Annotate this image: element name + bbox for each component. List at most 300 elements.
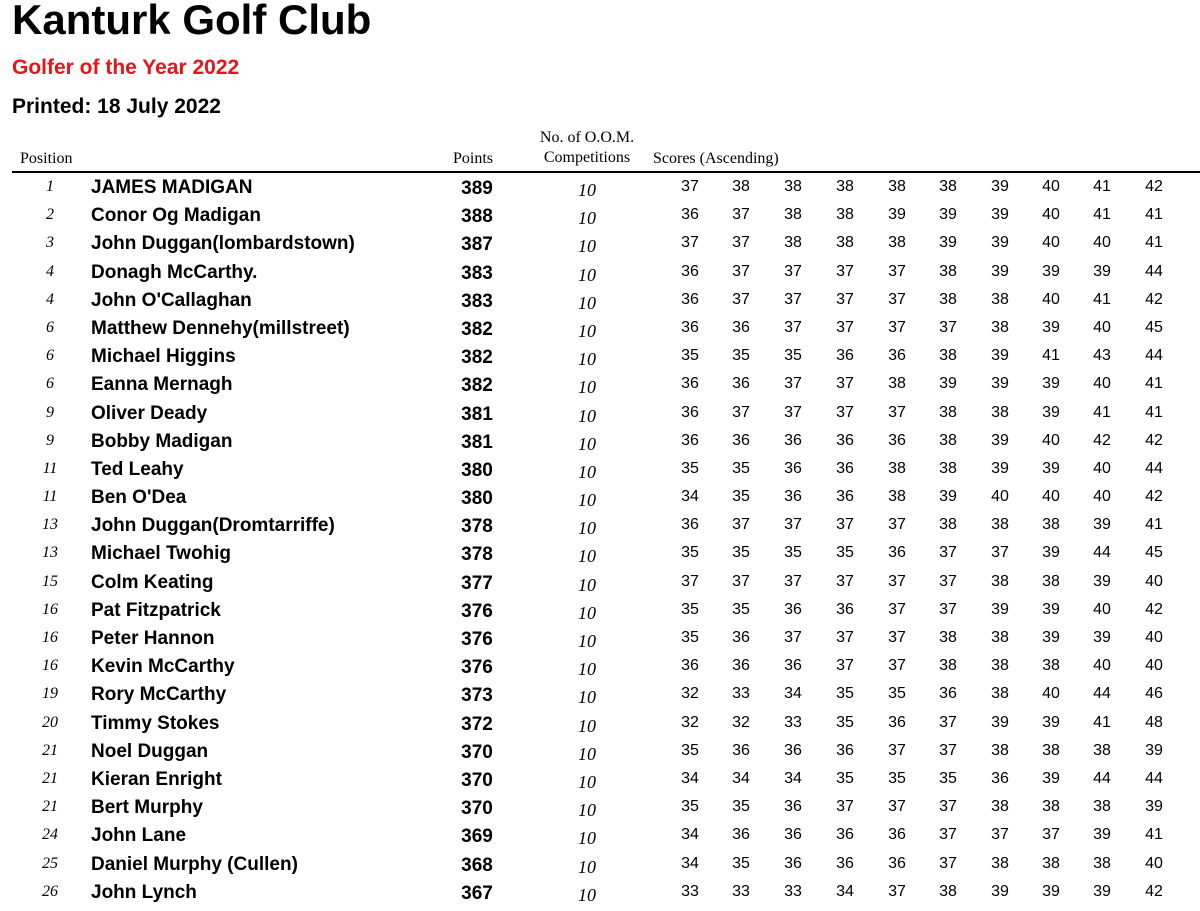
row-score: 37 [836, 290, 854, 308]
row-score: 37 [888, 629, 906, 646]
row-score: 34 [784, 685, 802, 703]
row-score: 35 [732, 544, 750, 562]
row-position: 6 [46, 375, 54, 393]
row-score: 37 [991, 826, 1009, 844]
row-score: 33 [681, 882, 699, 900]
row-score: 39 [939, 488, 957, 506]
row-score: 37 [784, 629, 802, 646]
row-score: 40 [1042, 431, 1060, 449]
row-score: 35 [681, 544, 699, 562]
row-score: 37 [888, 290, 906, 308]
row-points: 368 [461, 854, 493, 876]
row-score: 40 [1145, 854, 1163, 872]
row-score: 40 [1042, 685, 1060, 703]
row-player-name: JAMES MADIGAN [91, 177, 253, 198]
table-row [0, 540, 1200, 568]
row-competitions: 10 [578, 631, 596, 651]
row-score: 35 [836, 685, 854, 703]
row-score: 39 [1042, 403, 1060, 421]
row-score: 45 [1145, 544, 1163, 562]
row-score: 35 [784, 544, 802, 562]
row-score: 37 [732, 290, 750, 308]
row-score: 40 [1093, 318, 1111, 336]
row-position: 13 [42, 516, 58, 534]
row-score: 40 [1042, 178, 1060, 195]
row-position: 21 [42, 769, 58, 787]
row-score: 36 [784, 854, 802, 872]
row-points: 381 [461, 431, 493, 453]
row-score: 36 [732, 431, 750, 449]
row-score: 37 [836, 572, 854, 590]
row-score: 37 [836, 657, 854, 675]
row-score: 39 [1042, 769, 1060, 787]
row-score: 38 [939, 290, 957, 308]
row-score: 35 [681, 741, 699, 759]
row-player-name: Pat Fitzpatrick [91, 599, 221, 621]
row-score: 40 [1042, 234, 1060, 252]
row-score: 40 [991, 488, 1009, 506]
row-score: 37 [836, 516, 854, 534]
row-score: 42 [1145, 290, 1163, 308]
row-competitions: 10 [578, 405, 596, 426]
table-row [0, 710, 1200, 738]
row-points: 376 [461, 600, 493, 622]
row-player-name: Michael Higgins [91, 346, 236, 368]
row-position: 1 [46, 178, 54, 195]
row-competitions: 10 [578, 433, 596, 454]
row-score: 38 [991, 629, 1009, 646]
row-score: 42 [1145, 431, 1163, 449]
table-row [0, 738, 1200, 766]
row-score: 37 [888, 798, 906, 816]
row-score: 37 [681, 178, 699, 195]
row-position: 4 [46, 290, 54, 308]
row-score: 39 [991, 431, 1009, 449]
row-score: 36 [784, 431, 802, 449]
table-row [0, 259, 1200, 287]
row-score: 39 [939, 206, 957, 224]
row-score: 39 [1042, 318, 1060, 336]
table-row [0, 569, 1200, 597]
row-score: 34 [836, 882, 854, 900]
row-score: 37 [888, 600, 906, 618]
row-score: 40 [1093, 657, 1111, 675]
table-row [0, 879, 1200, 907]
table-row [0, 343, 1200, 371]
row-score: 37 [784, 318, 802, 336]
row-points: 380 [461, 459, 493, 481]
row-player-name: Kieran Enright [91, 768, 222, 790]
row-score: 37 [784, 262, 802, 280]
row-score: 42 [1145, 882, 1163, 900]
row-score: 35 [681, 600, 699, 618]
row-score: 35 [732, 600, 750, 618]
row-competitions: 10 [578, 884, 596, 905]
row-competitions: 10 [578, 349, 596, 370]
row-score: 38 [836, 178, 854, 195]
row-score: 39 [991, 234, 1009, 252]
table-row [0, 512, 1200, 540]
row-score: 41 [1145, 403, 1163, 421]
row-player-name: John Lane [91, 825, 187, 847]
row-score: 37 [939, 318, 957, 336]
row-score: 39 [991, 178, 1009, 195]
row-score: 36 [888, 713, 906, 731]
row-score: 36 [836, 741, 854, 759]
row-score: 39 [1093, 262, 1111, 280]
row-score: 41 [1145, 375, 1163, 393]
row-competitions: 10 [578, 236, 596, 257]
row-score: 35 [888, 769, 906, 787]
printed-date: Printed: 18 July 2022 [12, 95, 221, 118]
row-score: 41 [1145, 826, 1163, 844]
row-score: 37 [681, 234, 699, 252]
row-score: 36 [681, 657, 699, 675]
row-player-name: Daniel Murphy (Cullen) [91, 853, 298, 875]
row-score: 38 [784, 206, 802, 224]
row-position: 25 [42, 854, 58, 872]
row-points: 383 [461, 290, 493, 312]
row-score: 39 [1093, 572, 1111, 590]
table-row [0, 400, 1200, 428]
row-score: 38 [1093, 741, 1111, 759]
row-position: 16 [42, 629, 58, 646]
row-score: 36 [836, 431, 854, 449]
row-points: 367 [461, 882, 493, 904]
row-player-name: John Duggan(Dromtarriffe) [91, 515, 335, 537]
row-score: 37 [836, 318, 854, 336]
row-score: 36 [681, 290, 699, 308]
row-score: 36 [836, 459, 854, 477]
row-score: 32 [681, 713, 699, 731]
row-score: 32 [732, 713, 750, 731]
row-score: 38 [991, 657, 1009, 675]
row-competitions: 10 [578, 828, 596, 849]
results-table [0, 174, 1200, 907]
row-score: 32 [681, 685, 699, 703]
row-score: 33 [784, 882, 802, 900]
column-header-competitions [530, 128, 644, 168]
row-score: 38 [888, 459, 906, 477]
row-score: 39 [1093, 826, 1111, 844]
row-player-name: Ben O'Dea [91, 487, 187, 509]
row-score: 38 [939, 178, 957, 195]
row-score: 35 [732, 459, 750, 477]
row-score: 36 [888, 347, 906, 365]
table-row [0, 822, 1200, 850]
row-player-name: Donagh McCarthy. [91, 261, 258, 283]
row-score: 36 [836, 488, 854, 506]
row-points: 389 [461, 178, 493, 199]
row-score: 36 [888, 826, 906, 844]
row-score: 33 [732, 882, 750, 900]
column-header-competitions-line1: No. of O.O.M. [539, 129, 635, 146]
row-score: 35 [732, 488, 750, 506]
row-score: 38 [939, 431, 957, 449]
row-player-name: Rory McCarthy [91, 684, 227, 706]
row-score: 33 [732, 685, 750, 703]
row-score: 41 [1093, 290, 1111, 308]
row-score: 37 [681, 572, 699, 590]
row-score: 36 [681, 375, 699, 393]
table-row [0, 794, 1200, 822]
row-position: 26 [42, 882, 58, 900]
row-score: 37 [836, 798, 854, 816]
table-row [0, 625, 1200, 653]
row-score: 36 [681, 403, 699, 421]
table-row [0, 851, 1200, 879]
column-header-competitions-line2: Competitions [543, 149, 631, 166]
row-competitions: 10 [578, 490, 596, 511]
row-score: 42 [1145, 600, 1163, 618]
row-score: 40 [1042, 206, 1060, 224]
row-position: 9 [46, 431, 54, 449]
row-points: 383 [461, 262, 493, 284]
row-score: 35 [888, 685, 906, 703]
row-player-name: Kevin McCarthy [91, 656, 235, 678]
row-score: 44 [1145, 347, 1163, 365]
row-score: 37 [939, 798, 957, 816]
row-player-name: Oliver Deady [91, 402, 208, 424]
row-score: 35 [939, 769, 957, 787]
row-score: 39 [939, 375, 957, 393]
row-position: 2 [46, 206, 54, 224]
row-player-name: Matthew Dennehy(millstreet) [91, 317, 350, 339]
row-player-name: Bobby Madigan [91, 430, 233, 452]
row-score: 39 [991, 375, 1009, 393]
row-score: 38 [1042, 657, 1060, 675]
row-score: 38 [991, 403, 1009, 421]
row-score: 42 [1093, 431, 1111, 449]
row-score: 38 [939, 516, 957, 534]
row-score: 48 [1145, 713, 1163, 731]
row-score: 37 [732, 572, 750, 590]
row-points: 381 [461, 403, 493, 425]
table-row [0, 681, 1200, 709]
row-score: 43 [1093, 347, 1111, 365]
row-points: 382 [461, 318, 493, 340]
row-score: 37 [888, 882, 906, 900]
row-score: 44 [1145, 262, 1163, 280]
row-score: 37 [939, 713, 957, 731]
row-score: 36 [732, 629, 750, 646]
row-score: 44 [1093, 685, 1111, 703]
row-score: 33 [784, 713, 802, 731]
row-score: 35 [836, 713, 854, 731]
row-score: 42 [1145, 178, 1163, 195]
row-score: 39 [1093, 629, 1111, 646]
row-score: 36 [836, 347, 854, 365]
row-position: 11 [42, 488, 58, 506]
row-score: 38 [939, 347, 957, 365]
row-score: 36 [836, 826, 854, 844]
row-score: 38 [1093, 854, 1111, 872]
row-competitions: 10 [578, 180, 596, 200]
row-score: 41 [1145, 516, 1163, 534]
row-score: 37 [784, 290, 802, 308]
row-score: 37 [939, 572, 957, 590]
row-score: 44 [1145, 459, 1163, 477]
row-score: 37 [784, 516, 802, 534]
row-position: 21 [42, 798, 58, 816]
row-position: 24 [42, 826, 58, 844]
row-score: 42 [1145, 488, 1163, 506]
row-position: 20 [42, 713, 58, 731]
row-score: 36 [836, 854, 854, 872]
table-row [0, 371, 1200, 399]
row-score: 40 [1093, 375, 1111, 393]
row-player-name: Peter Hannon [91, 628, 215, 649]
row-competitions: 10 [578, 292, 596, 313]
report-subtitle: Golfer of the Year 2022 [12, 56, 240, 79]
row-score: 38 [991, 516, 1009, 534]
row-points: 382 [461, 375, 493, 397]
column-header-points: Points [453, 150, 494, 167]
row-score: 41 [1042, 347, 1060, 365]
row-score: 39 [1042, 713, 1060, 731]
row-score: 40 [1145, 629, 1163, 646]
row-player-name: Timmy Stokes [91, 712, 220, 734]
row-position: 21 [42, 741, 58, 759]
row-score: 36 [888, 854, 906, 872]
row-score: 36 [991, 769, 1009, 787]
row-player-name: John Lynch [91, 881, 197, 903]
row-score: 37 [939, 544, 957, 562]
row-score: 38 [991, 798, 1009, 816]
row-score: 34 [681, 769, 699, 787]
row-score: 37 [836, 262, 854, 280]
row-score: 35 [784, 347, 802, 365]
row-score: 41 [1093, 206, 1111, 224]
row-score: 39 [991, 347, 1009, 365]
row-points: 370 [461, 769, 493, 791]
row-player-name: Colm Keating [91, 571, 214, 593]
row-score: 34 [784, 769, 802, 787]
row-position: 16 [42, 657, 58, 675]
row-score: 36 [681, 262, 699, 280]
row-score: 36 [732, 657, 750, 675]
row-competitions: 10 [578, 856, 596, 877]
row-score: 39 [1042, 629, 1060, 646]
row-score: 38 [836, 234, 854, 252]
row-score: 37 [939, 741, 957, 759]
table-row [0, 766, 1200, 794]
row-score: 39 [939, 234, 957, 252]
row-competitions: 10 [578, 518, 596, 539]
row-points: 382 [461, 347, 493, 369]
header-divider [12, 171, 1200, 173]
row-points: 378 [461, 544, 493, 566]
row-points: 376 [461, 629, 493, 650]
row-score: 37 [732, 206, 750, 224]
row-score: 40 [1145, 657, 1163, 675]
row-score: 38 [1042, 854, 1060, 872]
row-position: 13 [42, 544, 58, 562]
row-score: 34 [732, 769, 750, 787]
row-points: 376 [461, 657, 493, 679]
row-score: 38 [939, 657, 957, 675]
row-score: 41 [1093, 178, 1111, 195]
row-score: 36 [681, 318, 699, 336]
row-score: 35 [732, 854, 750, 872]
row-position: 15 [42, 572, 58, 590]
row-score: 40 [1093, 600, 1111, 618]
row-score: 40 [1042, 290, 1060, 308]
row-player-name: Eanna Mernagh [91, 374, 233, 396]
row-score: 36 [681, 206, 699, 224]
row-score: 39 [1042, 544, 1060, 562]
row-position: 16 [42, 600, 58, 618]
row-score: 39 [991, 882, 1009, 900]
row-score: 39 [1093, 516, 1111, 534]
row-position: 19 [42, 685, 58, 703]
row-player-name: Conor Og Madigan [91, 205, 261, 227]
row-score: 37 [991, 544, 1009, 562]
row-competitions: 10 [578, 800, 596, 821]
row-position: 11 [42, 459, 58, 477]
row-score: 38 [888, 488, 906, 506]
row-score: 36 [888, 544, 906, 562]
row-player-name: John O'Callaghan [91, 289, 252, 311]
row-score: 39 [1042, 459, 1060, 477]
row-position: 6 [46, 318, 54, 336]
row-player-name: Michael Twohig [91, 543, 232, 565]
row-score: 37 [1042, 826, 1060, 844]
row-score: 36 [939, 685, 957, 703]
row-score: 35 [836, 769, 854, 787]
row-score: 35 [681, 459, 699, 477]
row-score: 39 [991, 713, 1009, 731]
row-points: 387 [461, 234, 493, 256]
row-score: 35 [732, 347, 750, 365]
column-header-scores: Scores (Ascending) [653, 150, 779, 167]
row-score: 38 [939, 629, 957, 646]
row-score: 39 [888, 206, 906, 224]
row-score: 44 [1093, 769, 1111, 787]
row-score: 37 [888, 572, 906, 590]
row-score: 36 [784, 600, 802, 618]
table-row [0, 315, 1200, 343]
page-title: Kanturk Golf Club [12, 0, 372, 43]
row-points: 370 [461, 741, 493, 763]
row-score: 39 [1042, 600, 1060, 618]
row-score: 37 [784, 375, 802, 393]
row-score: 34 [681, 854, 699, 872]
row-score: 35 [681, 347, 699, 365]
row-competitions: 10 [578, 320, 596, 341]
row-competitions: 10 [578, 264, 596, 285]
row-score: 38 [732, 178, 750, 195]
row-score: 38 [991, 572, 1009, 590]
table-row [0, 653, 1200, 681]
row-player-name: Ted Leahy [91, 458, 184, 480]
row-score: 36 [681, 431, 699, 449]
row-score: 36 [732, 741, 750, 759]
row-score: 38 [939, 403, 957, 421]
row-points: 373 [461, 685, 493, 707]
row-score: 38 [939, 262, 957, 280]
row-position: 9 [46, 403, 54, 421]
row-score: 37 [888, 403, 906, 421]
table-row [0, 428, 1200, 456]
row-score: 40 [1093, 459, 1111, 477]
row-score: 37 [888, 657, 906, 675]
row-score: 38 [888, 375, 906, 393]
row-competitions: 10 [578, 574, 596, 595]
table-row [0, 484, 1200, 512]
row-points: 369 [461, 826, 493, 848]
row-score: 41 [1093, 403, 1111, 421]
